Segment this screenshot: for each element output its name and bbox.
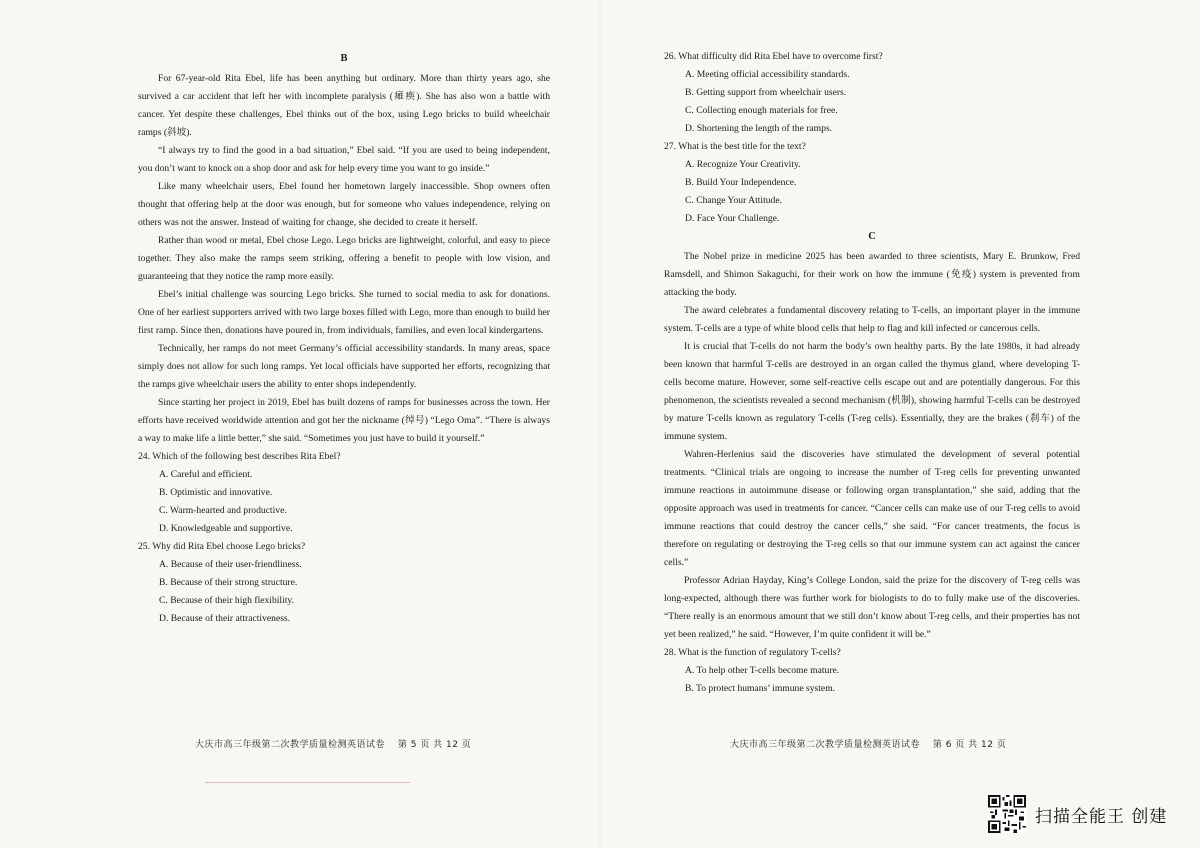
answer-option: B. To protect humans’ immune system. — [685, 683, 836, 694]
question-stem: 28. What is the function of regulatory T-cells? — [664, 647, 841, 658]
divider — [205, 782, 410, 783]
answer-option: B. Optimistic and innovative. — [159, 487, 273, 498]
answer-option: C. Because of their high flexibility. — [159, 595, 294, 606]
passage-paragraph: The Nobel prize in medicine 2025 has been awarded to three scientists, Mary E. Brunkow, Fred Ramsdell, and Shimon Sakaguchi, for their work on how the immune (免疫) system is prevented from attacking the body. — [664, 251, 1080, 298]
answer-option: C. Collecting enough materials for free. — [685, 105, 838, 116]
left-column — [138, 50, 550, 628]
passage-paragraph: Like many wheelchair users, Ebel found her hometown largely inaccessible. Shop owners often thought that offering help at the door was enough, but for someone who values independence, relying on others was not the answer. Instead of waiting for change, she decided to create it herself. — [138, 181, 550, 228]
scanner-text: 扫描全能王 创建 — [1035, 807, 1168, 827]
passage-paragraph: Technically, her ramps do not meet Germany’s official accessibility standards. In many areas, space simply does not allow for such long ramps. Yet local officials have supported her efforts, recognizing that the ramps give wheelchair users the ability to enter shops independently. — [138, 343, 550, 390]
answer-option: C. Change Your Attitude. — [685, 195, 783, 206]
answer-option: A. Careful and efficient. — [159, 469, 253, 480]
answer-option: A. Because of their user-friendliness. — [159, 559, 302, 570]
answer-option: B. Build Your Independence. — [685, 177, 797, 188]
passage-paragraph: Professor Adrian Hayday, King’s College London, said the prize for the discovery of T-reg cells was long-expected, although there was further work for biologists to do to fully make use of the discoveries. “There really is an enormous amount that we still don’t know about T-reg cells, and their properties has not yet been realized,” he said. “However, I’m quite confident it will be.” — [664, 575, 1080, 640]
passage-paragraph: “I always try to find the good in a bad situation,” Ebel said. “If you are used to being independent, you don’t want to knock on a shop door and ask for help every time you want to go inside.” — [138, 145, 550, 174]
answer-option: B. Because of their strong structure. — [159, 577, 298, 588]
answer-option: A. Meeting official accessibility standards. — [685, 69, 850, 80]
passage-paragraph: Wahren-Herlenius said the discoveries have stimulated the development of several potential treatments. “Clinical trials are ongoing to increase the number of T-reg cells for preventing unwanted immune reactions in autoimmune disease or following organ transplantation,” she said, adding that the opposite approach was used in treatments for cancer. “Cancer cells can make use of our T-reg cells to avoid immune reactions that could destroy the cancer cells,” she said. “For cancer treatments, the focus is therefore on regulating or destroying the T-reg cells so that our immune system can act against the cancer cells.” — [664, 449, 1080, 568]
page-footer: 大庆市高三年级第二次教学质量检测英语试卷 第 5 页 共 12 页 — [195, 740, 472, 750]
answer-option: D. Knowledgeable and supportive. — [159, 523, 293, 534]
answer-option: C. Warm-hearted and productive. — [159, 505, 287, 516]
answer-option: A. To help other T-cells become mature. — [685, 665, 840, 676]
passage-paragraph: Ebel’s initial challenge was sourcing Lego bricks. She turned to social media to ask for donations. One of her earliest supporters arrived with two large boxes filled with Lego, more than enough to build her first ramp. Since then, donations have poured in, from individuals, families, and even local kindergartens. — [138, 289, 550, 336]
passage-paragraph: Since starting her project in 2019, Ebel has built dozens of ramps for businesses across the town. Her efforts have received worldwide attention and got her the nickname (绰号) “Lego Oma”. “There is always a way to make life a little better,” she said. “Sometimes you just have to build it yourself.” — [138, 397, 550, 444]
question-stem: 26. What difficulty did Rita Ebel have to overcome first? — [664, 51, 883, 62]
answer-option: A. Recognize Your Creativity. — [685, 159, 801, 170]
question-stem: 24. Which of the following best describes Rita Ebel? — [138, 451, 341, 462]
passage-paragraph: For 67-year-old Rita Ebel, life has been anything but ordinary. More than thirty years ago, she survived a car accident that left her with incomplete paralysis (瘫痪). She has also won a battle with cancer. Yet despite these challenges, Ebel thinks out of the box, using Lego bricks to build wheelchair ramps (斜坡). — [138, 73, 550, 138]
right-page — [600, 0, 1200, 848]
passage-paragraph: Rather than wood or metal, Ebel chose Lego. Lego bricks are lightweight, colorful, and easy to piece together. They also make the ramps seem striking, offering a benefit to people with low vision, and guaranteeing that they notice the ramp more easily. — [138, 235, 550, 282]
section-label: C — [868, 231, 876, 242]
answer-option: D. Shortening the length of the ramps. — [685, 123, 833, 134]
qr-code-icon — [988, 795, 1026, 833]
section-label: B — [340, 53, 348, 64]
right-column — [664, 48, 1080, 698]
scanner-watermark — [985, 792, 1185, 836]
page-footer: 大庆市高三年级第二次教学质量检测英语试卷 第 6 页 共 12 页 — [730, 740, 1007, 750]
question-stem: 25. Why did Rita Ebel choose Lego bricks? — [138, 541, 306, 552]
question-stem: 27. What is the best title for the text? — [664, 141, 806, 152]
answer-option: D. Face Your Challenge. — [685, 213, 780, 224]
answer-option: B. Getting support from wheelchair users. — [685, 87, 847, 98]
passage-paragraph: It is crucial that T-cells do not harm the body’s own healthy parts. By the late 1980s, it had already been known that harmful T-cells are destroyed in an organ called the thymus gland, where developing T-cells become mature. However, some self-reactive cells escape out and are potentially dangerous. For this phenomenon, the scientists revealed a second mechanism (机制), showing harmful T-cells can be destroyed by mature T-cells known as regulatory T-cells (T-reg cells). Essentially, they are the brakes (刹车) of the immune system. — [664, 341, 1080, 442]
answer-option: D. Because of their attractiveness. — [159, 613, 291, 624]
passage-paragraph: The award celebrates a fundamental discovery relating to T-cells, an important player in the immune system. T-cells are a type of white blood cells that help to flag and kill infected or cancerous cells. — [664, 305, 1080, 334]
